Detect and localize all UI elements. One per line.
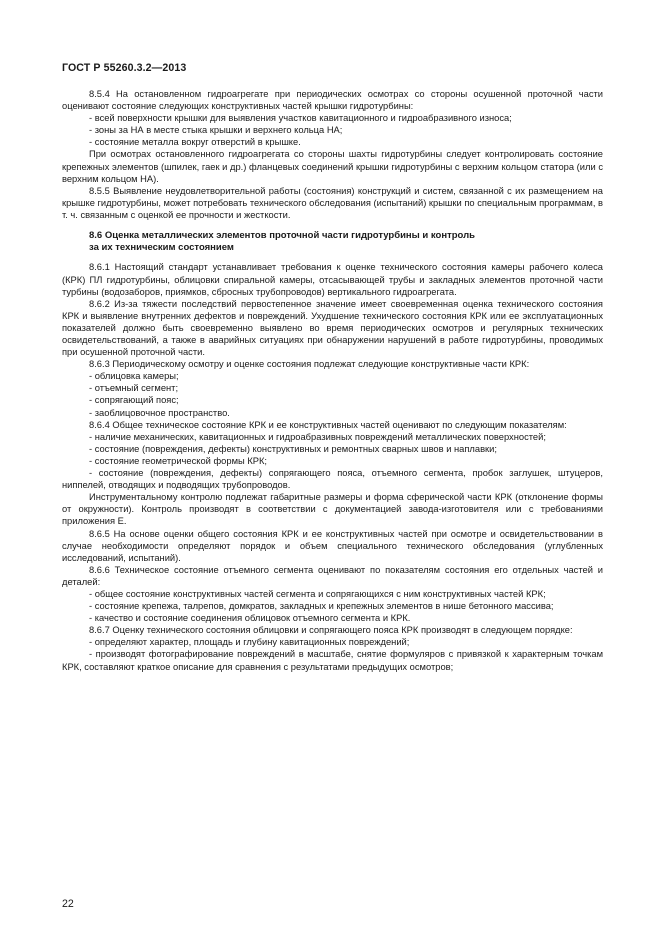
paragraph-8-6-1: 8.6.1 Настоящий стандарт устанавливает требования к оценке технического состояния камеры рабочего колеса (КРК) ПЛ гидротурбины, облицовки спиральной камеры, отсасывающей трубы и закладных элементов проточной части турбины (водозаборов, приямков, сбросных трубопроводов) вертикального гидроагрегата. <box>62 262 603 297</box>
list-item: - общее состояние конструктивных частей сегмента и сопрягающихся с ним конструктивных частей КРК; <box>89 588 546 599</box>
paragraph-8-6-4: 8.6.4 Общее техническое состояние КРК и ее конструктивных частей оценивают по следующим показателям: <box>89 419 567 430</box>
list-item: - отъемный сегмент; <box>89 383 179 394</box>
paragraph-8-6-3: 8.6.3 Периодическому осмотру и оценке состояния подлежат следующие конструктивные части КРК: <box>89 359 530 370</box>
paragraph-8-6-6: 8.6.6 Техническое состояние отъемного сегмента оценивают по показателям состояния его отдельных частей и деталей: <box>62 564 603 587</box>
section-title-line: за их техническим состоянием <box>89 242 234 254</box>
list-item: - сопрягающий пояс; <box>89 395 179 406</box>
list-item: - заоблицовочное пространство. <box>89 407 230 418</box>
paragraph-8-6-5: 8.6.5 На основе оценки общего состояния КРК и ее конструктивных частей при осмотре и освидетельствовании в случае необходимости определяют порядок и объем специального технического обследования (углубленных исследований, испытаний). <box>62 528 603 563</box>
section-title-8-6 <box>62 230 603 254</box>
list-item: - определяют характер, площадь и глубину кавитационных повреждений; <box>89 637 410 648</box>
list-item: - состояние крепежа, талрепов, домкратов, закладных и крепежных элементов в нише бетонного массива; <box>89 601 554 612</box>
paragraph-8-5-4: 8.5.4 На остановленном гидроагрегате при периодических осмотрах со стороны осушенной проточной части оценивают состояние следующих конструктивных частей крышки гидротурбины: <box>62 89 603 112</box>
list-item: - состояние (повреждения, дефекты) сопрягающего пояса, отъемного сегмента, пробок заглушек, штуцеров, ниппелей, отводящих и подводящих трубопроводов. <box>62 468 603 491</box>
document-body <box>62 88 603 673</box>
document-header: ГОСТ Р 55260.3.2—2013 <box>62 62 187 74</box>
list-item: - производят фотографирование повреждений в масштабе, снятие формуляров с привязкой к характерным точкам КРК, составляют краткое описание для сравнения с результатами предыдущих осмотров; <box>62 649 603 672</box>
list-item: - наличие механических, кавитационных и гидроабразивных повреждений металлических поверхностей; <box>89 431 546 442</box>
list-item: - качество и состояние соединения облицовок отъемного сегмента и КРК. <box>89 613 411 624</box>
paragraph: При осмотрах остановленного гидроагрегата со стороны шахты гидротурбины следует контролировать состояние крепежных элементов (шпилек, гаек и др.) фланцевых соединений крышки гидротурбины с верхним кольцом статора (или с верхним кольцом НА). <box>62 149 603 184</box>
paragraph: Инструментальному контролю подлежат габаритные размеры и форма сферической части КРК (отклонение формы от окружности). Контроль производят в соответствии с документацией завода-изготовителя или с требованиями приложения Е. <box>62 492 603 527</box>
list-item: - всей поверхности крышки для выявления участков кавитационного и гидроабразивного износа; <box>89 113 512 124</box>
paragraph-8-5-5: 8.5.5 Выявление неудовлетворительной работы (состояния) конструкций и систем, связанной с их размещением на крышке гидротурбины, может потребовать технического обследования (испытаний) крышки по специальным программам, в т. ч. связанным с оценкой ее прочности и жесткости. <box>62 185 603 220</box>
section-title-line: 8.6 Оценка металлических элементов проточной части гидротурбины и контроль <box>89 230 475 242</box>
list-item: - состояние (повреждения, дефекты) конструктивных и ремонтных сварных швов и наплавки; <box>89 443 497 454</box>
page-number: 22 <box>62 898 74 910</box>
list-item: - облицовка камеры; <box>89 371 179 382</box>
paragraph-8-6-7: 8.6.7 Оценку технического состояния облицовки и сопрягающего пояса КРК производят в следующем порядке: <box>89 625 573 636</box>
paragraph-8-6-2: 8.6.2 Из-за тяжести последствий первостепенное значение имеет своевременная оценка технического состояния КРК и выявление внутренних дефектов и повреждений. Ухудшение технического состояния КРК или ее эксплуатационных показателей должно быть своевременно выявлено во время периодических осмотров и регулярных технических освидетельствований, а также в аварийных ситуациях при обнаружении нарушений в работе гидротурбины, проводимых при осушенной проточной части. <box>62 298 603 358</box>
list-item: - состояние геометрической формы КРК; <box>89 455 268 466</box>
list-item: - состояние металла вокруг отверстий в крышке. <box>89 137 301 148</box>
list-item: - зоны за НА в месте стыка крышки и верхнего кольца НА; <box>89 125 343 136</box>
